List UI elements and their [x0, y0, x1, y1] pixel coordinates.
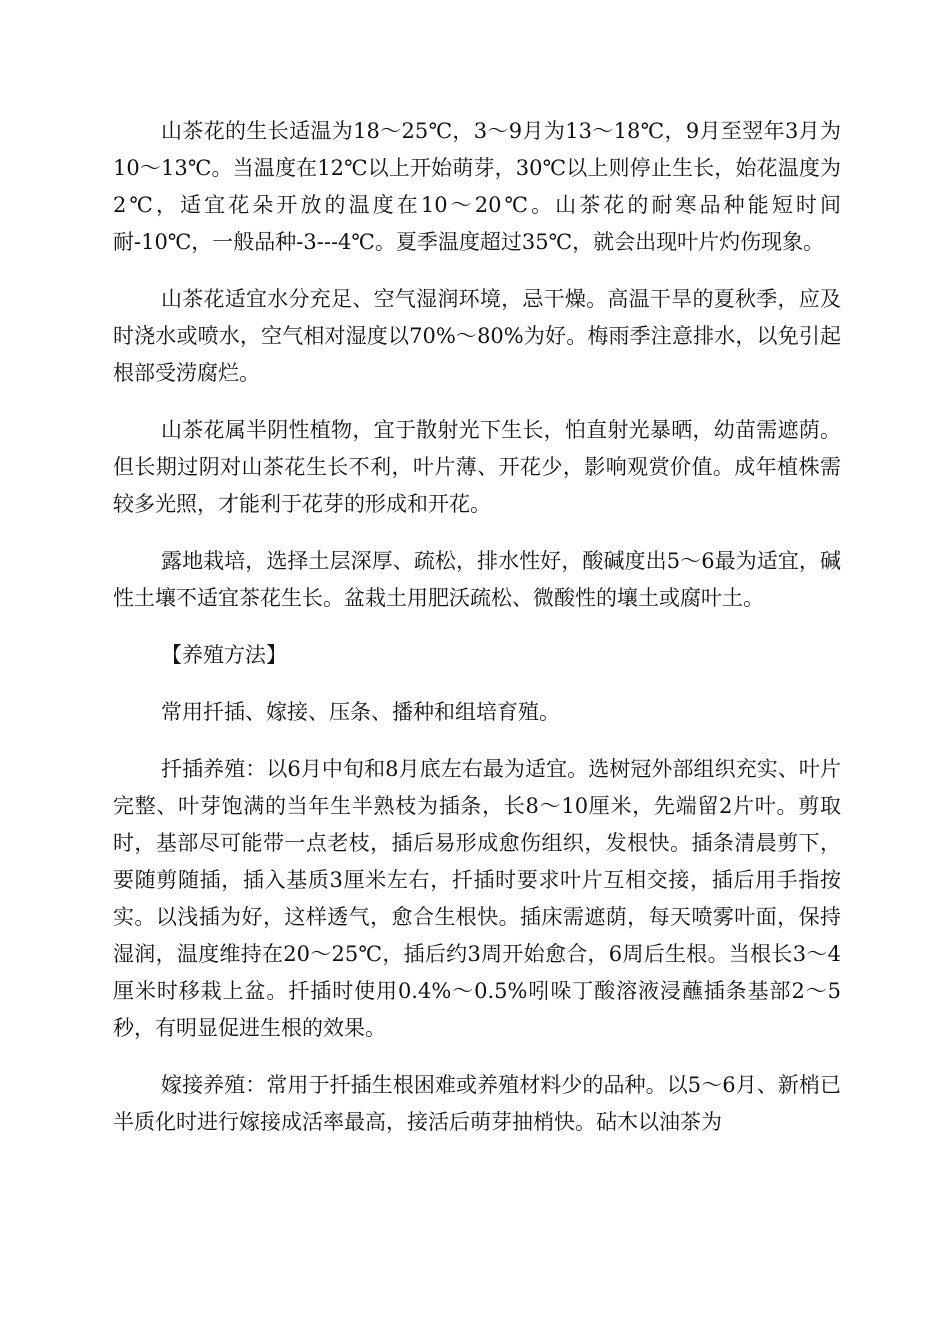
section-heading-cultivation-methods: 【养殖方法】 [161, 643, 287, 667]
paragraph-cutting-propagation: 扦插养殖：以6月中旬和8月底左右最为适宜。选树冠外部组织充实、叶片完整、叶芽饱满的当年生半熟枝为插条，长8～10厘米，先端留2片叶。剪取时，基部尽可能带一点老枝，插后易形成愈伤组织，发根快。插条清晨剪下，要随剪随插，插入基质3厘米左右，扦插时要求叶片互相交接，插后用手指按实。以浅插为好，这样透气，愈合生根快。插床需遮荫，每天喷雾叶面，保持湿润，温度维持在20～25℃，插后约3周开始愈合，6周后生根。当根长3～4厘米时移栽上盆。扦插时使用0.4%～0.5%吲哚丁酸溶液浸蘸插条基部2～5秒，有明显促进生根的效果。 [113, 757, 841, 1040]
paragraph-light: 山茶花属半阴性植物，宜于散射光下生长，怕直射光暴晒，幼苗需遮荫。但长期过阴对山茶花生长不利，叶片薄、开花少，影响观赏价值。成年植株需较多光照，才能利于花芽的形成和开花。 [113, 418, 841, 516]
paragraph-moisture: 山茶花适宜水分充足、空气湿润环境，忌干燥。高温干旱的夏秋季，应及时浇水或喷水，空气相对湿度以70%～80%为好。梅雨季注意排水，以免引起根部受涝腐烂。 [113, 287, 841, 385]
paragraph-propagation-overview: 常用扦插、嫁接、压条、播种和组培育殖。 [161, 700, 560, 724]
paragraph-temperature: 山茶花的生长适温为18～25℃，3～9月为13～18℃，9月至翌年3月为10～13℃。当温度在12℃以上开始萌芽，30℃以上则停止生长，始花温度为2℃，适宜花朵开放的温度在10～20℃。山茶花的耐寒品种能短时间耐-10℃，一般品种-3---4℃。夏季温度超过35℃，就会出现叶片灼伤现象。 [113, 119, 841, 254]
paragraph-grafting-propagation: 嫁接养殖：常用于扦插生根困难或养殖材料少的品种。以5～6月、新梢已半质化时进行嫁接成活率最高，接活后萌芽抽梢快。砧木以油茶为 [113, 1073, 841, 1134]
paragraph-soil: 露地栽培，选择土层深厚、疏松，排水性好，酸碱度出5～6最为适宜，碱性土壤不适宜茶花生长。盆栽土用肥沃疏松、微酸性的壤土或腐叶土。 [113, 549, 841, 610]
document-body [113, 113, 841, 1161]
